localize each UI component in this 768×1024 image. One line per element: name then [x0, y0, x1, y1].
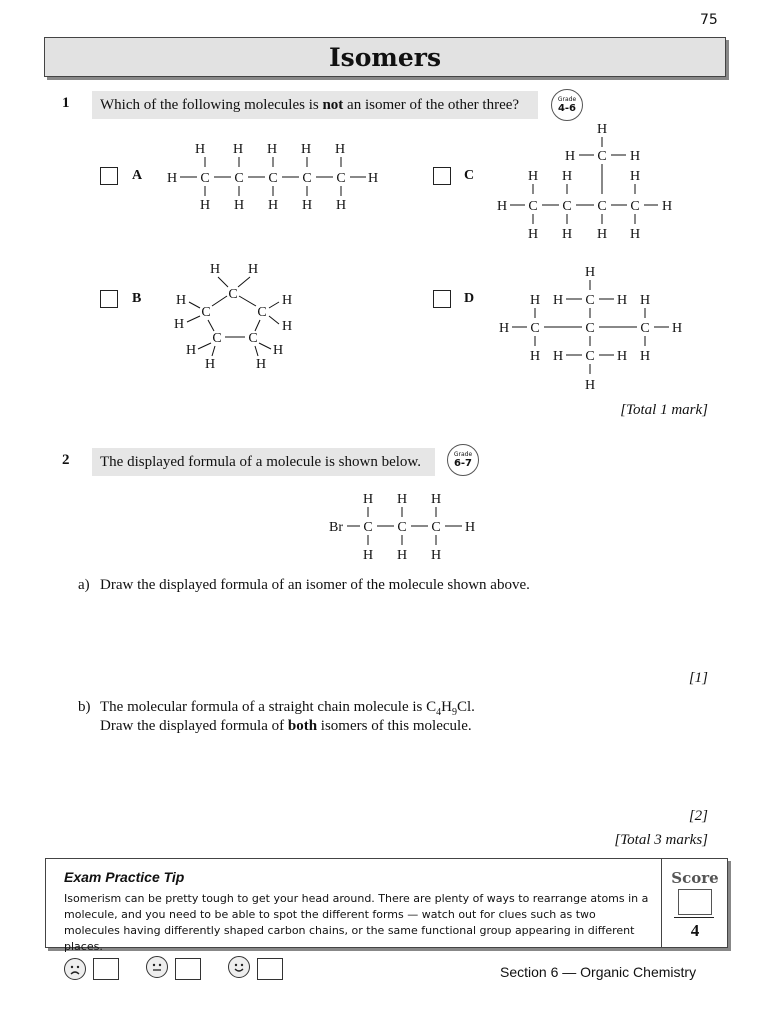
option-d-checkbox[interactable]: [433, 290, 451, 308]
atom-h: H: [430, 492, 442, 507]
atom-c: C: [397, 520, 407, 535]
happy-face-checkbox[interactable]: [257, 958, 283, 980]
q2-total-marks: [Total 3 marks]: [614, 832, 708, 848]
score-input-box[interactable]: [678, 889, 712, 915]
option-a-checkbox[interactable]: [100, 167, 118, 185]
atom-h: H: [529, 293, 541, 308]
atom-h: H: [584, 265, 596, 280]
atom-h: H: [671, 321, 683, 336]
atom-h: H: [552, 349, 564, 364]
atom-h: H: [396, 492, 408, 507]
happy-face-icon: [228, 956, 250, 978]
q1-total-marks: [Total 1 mark]: [620, 402, 708, 418]
q2b-sub1: 4: [436, 707, 442, 718]
atom-h: H: [232, 142, 244, 157]
atom-c: C: [248, 331, 258, 346]
atom-h: H: [527, 227, 539, 242]
q1-text-part1: Which of the following molecules is: [100, 97, 323, 113]
atom-h: H: [301, 198, 313, 213]
page-title: Isomers: [328, 42, 442, 72]
atom-h: H: [204, 357, 216, 372]
question-2-number: 2: [62, 452, 70, 468]
atom-c: C: [597, 149, 607, 164]
atom-c: C: [336, 171, 346, 186]
molecule-c-methylbutane: [490, 118, 690, 243]
atom-c: C: [363, 520, 373, 535]
atom-c: C: [234, 171, 244, 186]
atom-c: C: [640, 321, 650, 336]
atom-h: H: [552, 293, 564, 308]
page-number: 75: [700, 12, 718, 28]
q2a-marks: [1]: [688, 670, 708, 686]
atom-h: H: [464, 520, 476, 535]
q2b-sub2: 9: [451, 707, 457, 718]
atom-h: H: [300, 142, 312, 157]
atom-h: H: [561, 169, 573, 184]
atom-c: C: [228, 287, 238, 302]
atom-h: H: [430, 548, 442, 563]
sad-face-icon: [64, 958, 86, 980]
footer-section-label: Section 6 — Organic Chemistry: [500, 964, 697, 980]
option-b-label: B: [132, 291, 142, 306]
atom-h: H: [173, 317, 185, 332]
q2b-marks: [2]: [688, 808, 708, 824]
q2b-line2-part1: Draw the displayed formula of: [100, 718, 288, 734]
atom-h: H: [199, 198, 211, 213]
atom-h: H: [639, 349, 651, 364]
atom-c: C: [585, 321, 595, 336]
atom-h: H: [209, 262, 221, 277]
atom-h: H: [616, 293, 628, 308]
question-1-number: 1: [62, 95, 70, 111]
atom-h: H: [629, 149, 641, 164]
atom-h: H: [175, 293, 187, 308]
atom-c: C: [585, 293, 595, 308]
molecule-a-pentane: [160, 135, 390, 215]
atom-h: H: [496, 199, 508, 214]
q1-text-part2: an isomer of the other three?: [343, 97, 520, 113]
score-panel: [661, 859, 728, 947]
option-d-label: D: [464, 291, 475, 306]
atom-h: H: [396, 548, 408, 563]
atom-h: H: [255, 357, 267, 372]
atom-h: H: [272, 343, 284, 358]
atom-c: C: [302, 171, 312, 186]
molecule-d-dimethylpropane: [490, 262, 690, 394]
q2b-formula-h: H: [441, 699, 452, 715]
q2b-text-line2: [100, 716, 660, 736]
option-c-checkbox[interactable]: [433, 167, 451, 185]
atom-h: H: [267, 198, 279, 213]
atom-h: H: [266, 142, 278, 157]
atom-h: H: [362, 492, 374, 507]
exam-tip-body: Isomerism can be pretty tough to get your head around. There are plenty of ways to rearrange atoms in a molecule, and you need to be able to spot the different forms — watch out for clues such as two molecules having differently shaped carbon chains, or the same functional group appearing in different places.: [64, 892, 649, 953]
molecule-b-cyclopentane: [165, 258, 305, 376]
atom-h: H: [596, 122, 608, 137]
atom-h: H: [584, 378, 596, 393]
atom-h: H: [661, 199, 673, 214]
atom-h: H: [281, 319, 293, 334]
atom-h: H: [166, 171, 178, 186]
exam-tip-box: [45, 858, 728, 953]
atom-h: H: [629, 169, 641, 184]
q1-text-bold: not: [322, 97, 344, 113]
atom-h: H: [185, 343, 197, 358]
score-label: Score: [671, 869, 719, 887]
exam-tip-title: Exam Practice Tip: [64, 869, 185, 885]
atom-c: C: [562, 199, 572, 214]
atom-c: C: [530, 321, 540, 336]
grade-range: 6-7: [453, 458, 473, 469]
atom-h: H: [281, 293, 293, 308]
atom-h: H: [564, 149, 576, 164]
q2b-line1-text: The molecular formula of a straight chain molecule is C: [100, 699, 437, 715]
grade-label: Grade: [453, 451, 473, 458]
atom-h: H: [334, 142, 346, 157]
q2b-answer-area[interactable]: [100, 742, 700, 802]
question-2-text: The displayed formula of a molecule is shown below.: [92, 448, 435, 476]
atom-c: C: [201, 305, 211, 320]
atom-c: C: [212, 331, 222, 346]
atom-h: H: [335, 198, 347, 213]
grade-label: Grade: [557, 96, 577, 103]
q2a-text: Draw the displayed formula of an isomer of the molecule shown above.: [100, 577, 530, 593]
score-divider: [674, 917, 714, 918]
option-a-label: A: [132, 168, 143, 183]
score-total: 4: [690, 921, 700, 940]
atom-c: C: [597, 199, 607, 214]
atom-br: Br: [329, 520, 343, 535]
molecule-bromopropane: [320, 485, 490, 565]
atom-h: H: [639, 293, 651, 308]
neutral-face-checkbox[interactable]: [175, 958, 201, 980]
option-b-checkbox[interactable]: [100, 290, 118, 308]
atom-h: H: [367, 171, 379, 186]
question-1-text: [92, 91, 538, 119]
grade-range: 4-6: [557, 103, 577, 114]
atom-c: C: [630, 199, 640, 214]
atom-h: H: [247, 262, 259, 277]
grade-badge-q1: [551, 89, 583, 121]
q2b-line2-bold: both: [287, 718, 318, 734]
atom-c: C: [585, 349, 595, 364]
q2b-formula-end: Cl.: [456, 699, 475, 715]
atom-c: C: [528, 199, 538, 214]
atom-h: H: [616, 349, 628, 364]
atom-h: H: [629, 227, 641, 242]
q2b-line2-part2: isomers of this molecule.: [317, 718, 472, 734]
atom-c: C: [268, 171, 278, 186]
atom-h: H: [233, 198, 245, 213]
atom-h: H: [362, 548, 374, 563]
sad-face-checkbox[interactable]: [93, 958, 119, 980]
molecule-a-structure: [167, 142, 378, 213]
atom-h: H: [596, 227, 608, 242]
q2b-label: b): [78, 699, 91, 715]
q2a-answer-area[interactable]: [100, 600, 700, 660]
atom-c: C: [200, 171, 210, 186]
title-banner: [44, 37, 726, 77]
atom-h: H: [498, 321, 510, 336]
grade-badge-q2: [447, 444, 479, 476]
atom-h: H: [527, 169, 539, 184]
neutral-face-icon: [146, 956, 168, 978]
atom-c: C: [431, 520, 441, 535]
atom-h: H: [529, 349, 541, 364]
option-c-label: C: [464, 168, 475, 183]
atom-h: H: [194, 142, 206, 157]
q2a-label: a): [78, 577, 90, 593]
atom-h: H: [561, 227, 573, 242]
atom-c: C: [257, 305, 267, 320]
